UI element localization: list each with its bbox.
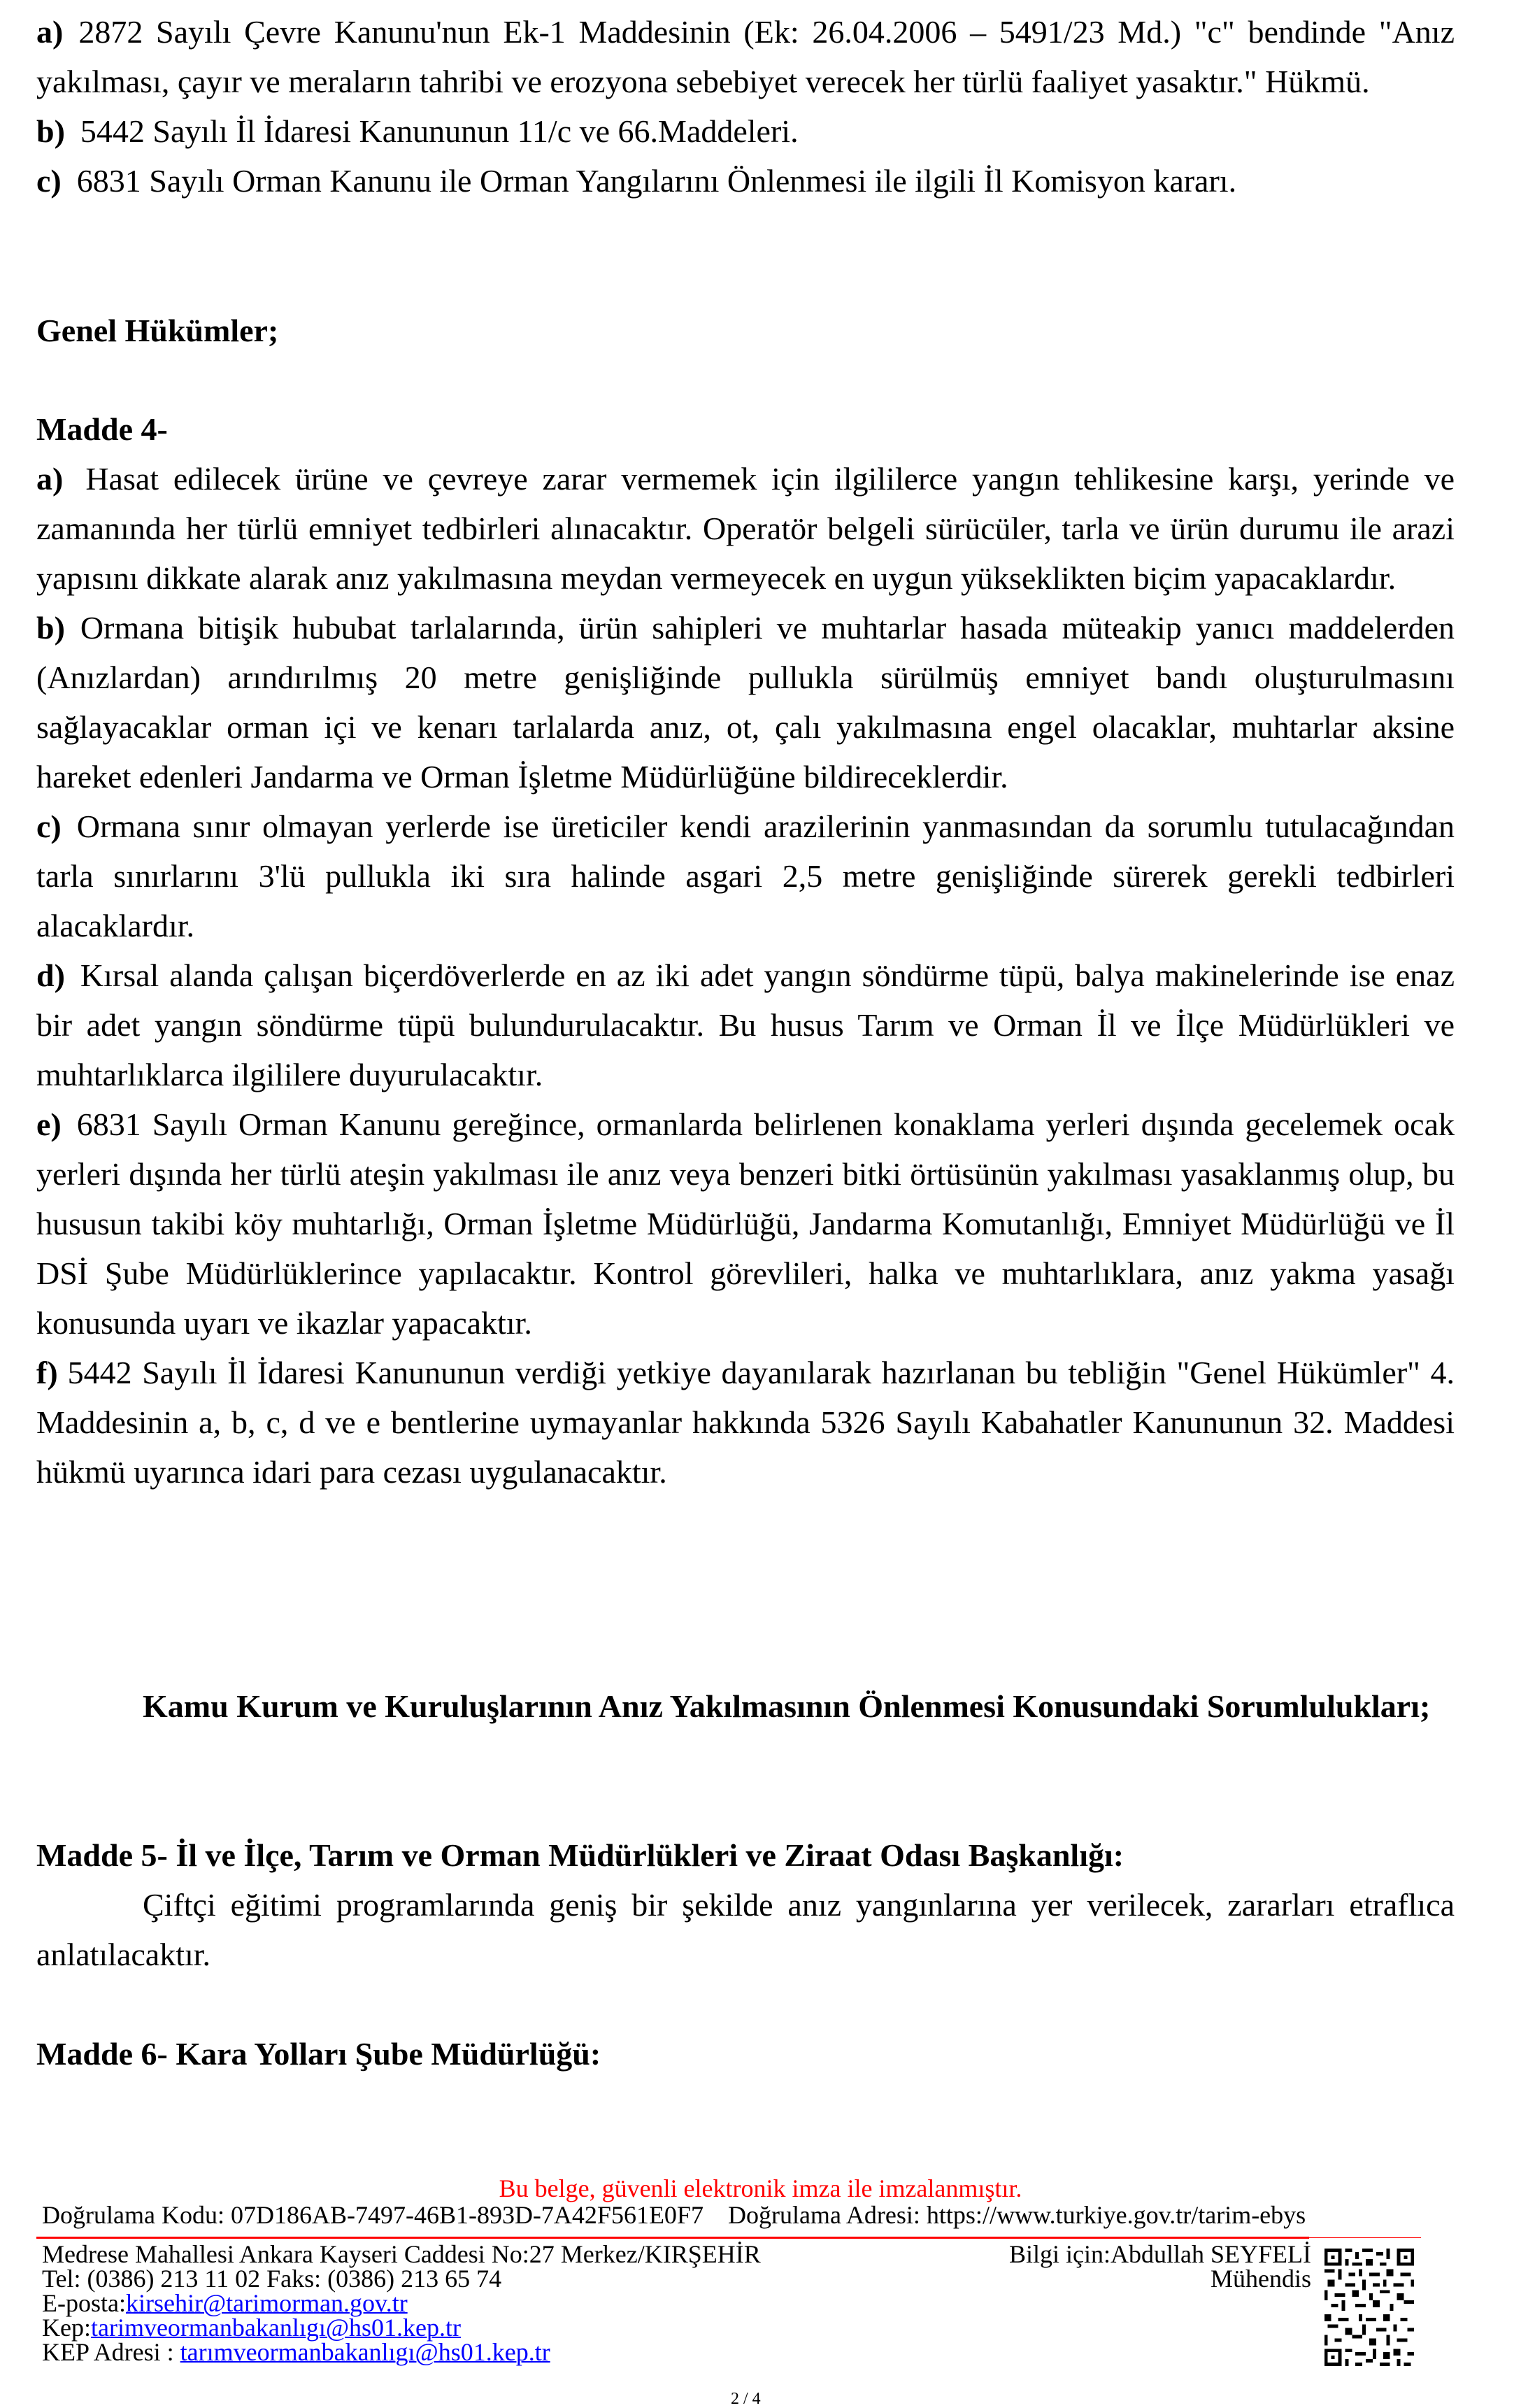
item-label: c) [36, 808, 62, 844]
item-text: Ormana bitişik hububat tarlalarında, ürün sahipleri ve muhtarlar hasada müteakip yanıcı maddelerden (Anızlardan) arındırılmış 20 metre genişliğinde pullukla sürülmüş emniyet bandı oluşturulmasını sağlayacaklar orman içi ve kenarı tarlalarda anız, ot, çalı yakılmasına engel olacaklar, muhtarlar aksine hareket edenleri Jandarma ve Orman İşletme Müdürlüğüne bildireceklerdir. [36, 610, 1455, 795]
email-line [42, 2291, 951, 2316]
item-text: 2872 Sayılı Çevre Kanunu'nun Ek-1 Maddesinin (Ek: 26.04.2006 – 5491/23 Md.) "c" bendinde "Anız yakılması, çayır ve meraların tahribi ve erozyona sebebiyet verecek her türlü faaliyet yasaktır." Hükmü. [36, 14, 1455, 99]
article-6-title: Madde 6- Kara Yolları Şube Müdürlüğü: [36, 2036, 601, 2072]
item-text: Hasat edilecek ürüne ve çevreye zarar vermemek için ilgililerce yangın tehlikesine karşı, yerinde ve zamanında her türlü emniyet tedbirleri alınacaktır. Operatör belgeli sürücüler, tarla ve ürün durumu ile arazi yapısını dikkate alarak anız yakılmasına meydan vermeyecek en uygun yükseklikten biçim yapacaklardır. [36, 461, 1455, 596]
item-text: Kırsal alanda çalışan biçerdöverlerde en az iki adet yangın söndürme tüpü, balya makinelerinde ise enaz bir adet yangın söndürme tüpü bulundurulacaktır. Bu husus Tarım ve Orman İl ve İlçe Müdürlükleri ve muhtarlıklarca ilgililere duyurulacaktır. [36, 957, 1455, 1092]
item-label: b) [36, 610, 65, 646]
item-label: a) [36, 14, 64, 50]
item-label: b) [36, 113, 65, 149]
item-label: f) [36, 1355, 58, 1390]
verify-address-link[interactable]: https://www.turkiye.gov.tr/tarim-ebys [926, 2201, 1306, 2229]
item-text: 5442 Sayılı İl İdaresi Kanununun 11/c ve 66.Maddeleri. [80, 113, 799, 149]
item-text: 5442 Sayılı İl İdaresi Kanununun verdiği yetkiye dayanılarak hazırlanan bu tebliğin "Genel Hükümler" 4. Maddesinin a, b, c, d ve e bentlerine uymayanlar hakkında 5326 Sayılı Kabahatler Kanununun 32. Maddesi hükmü uyarınca idari para cezası uygulanacaktır. [36, 1355, 1455, 1490]
verification-line [42, 2200, 1441, 2230]
footer-divider-tail [1309, 2237, 1421, 2238]
qr-code-icon [1324, 2249, 1415, 2366]
item-text: 6831 Sayılı Orman Kanunu ile Orman Yangılarını Önlenmesi ile ilgili İl Komisyon kararı. [76, 163, 1237, 199]
email-link[interactable]: kirsehir@tarimorman.gov.tr [125, 2289, 408, 2317]
article-5-title: Madde 5- İl ve İlçe, Tarım ve Orman Müdürlükleri ve Ziraat Odası Başkanlığı: [36, 1837, 1124, 1873]
verify-address-label: Doğrulama Adresi: [727, 2201, 920, 2229]
article-4-title: Madde 4- [36, 411, 168, 447]
verify-code-label: Doğrulama Kodu: [42, 2201, 224, 2229]
kep-line [42, 2316, 951, 2340]
kep-link[interactable]: tarimveormanbakanlıgı@hs01.kep.tr [90, 2314, 461, 2342]
email-label: E-posta: [42, 2289, 126, 2317]
item-text: Ormana sınır olmayan yerlerde ise üreticiler kendi arazilerinin yanmasından da sorumlu tutulacağından tarla sınırlarını 3'lü pullukla iki sıra halinde asgari 2,5 metre genişliğinde sürerek gerekli tedbirleri alacaklardır. [36, 808, 1455, 943]
article-4-items [36, 454, 1455, 1497]
section-heading-responsibilities: Kamu Kurum ve Kuruluşlarının Anız Yakılmasının Önlenmesi Konusundaki Sorumlulukları; [143, 1688, 1431, 1724]
item-label: d) [36, 957, 65, 993]
item-text: 6831 Sayılı Orman Kanunu gereğince, ormanlarda belirlenen konaklama yerleri dışında gecelemek ocak yerleri dışında her türlü ateşin yakılması ile anız veya benzeri bitki örtüsünün yakılması yasaklanmış olup, bu hususun takibi köy muhtarlığı, Orman İşletme Müdürlüğü, Jandarma Komutanlığı, Emniyet Müdürlüğü ve İl DSİ Şube Müdürlüklerince yapılacaktır. Kontrol görevlileri, halka ve muhtarlıklara, anız yakma yasağı konusunda uyarı ve ikazlar yapacaktır. [36, 1106, 1455, 1341]
legal-basis-list [36, 7, 1455, 206]
kep-address-label: KEP Adresi : [42, 2338, 180, 2366]
page-number: 2 / 4 [731, 2390, 761, 2408]
esign-notice: Bu belge, güvenli elektronik imza ile imzalanmıştır. [499, 2174, 1022, 2202]
article-4-item-d [36, 950, 1455, 1099]
contact-block [42, 2242, 951, 2365]
item-label: a) [36, 461, 64, 497]
legal-basis-item-b [36, 106, 1455, 156]
article-4-item-f [36, 1348, 1455, 1497]
article-4-item-e [36, 1099, 1455, 1348]
item-label: e) [36, 1106, 62, 1142]
article-5-text: Çiftçi eğitimi programlarında geniş bir şekilde anız yangınlarına yer verilecek, zararları etraflıca anlatılacaktır. [36, 1887, 1455, 1972]
legal-basis-item-a [36, 7, 1455, 106]
address: Medrese Mahallesi Ankara Kayseri Caddesi No:27 Merkez/KIRŞEHİR [42, 2240, 761, 2268]
kep-address-link[interactable]: tarımveormanbakanlıgı@hs01.kep.tr [180, 2338, 550, 2366]
footer-divider [36, 2237, 1309, 2239]
article-4-item-b [36, 603, 1455, 802]
section-heading-general-provisions: Genel Hükümler; [36, 313, 279, 348]
contact-title: Mühendis [1211, 2265, 1311, 2293]
legal-basis-item-c [36, 156, 1455, 206]
contact-name: Bilgi için:Abdullah SEYFELİ [1009, 2240, 1311, 2268]
article-4-item-c [36, 802, 1455, 950]
article-4-item-a [36, 454, 1455, 603]
contact-person [1009, 2242, 1311, 2291]
phone-fax: Tel: (0386) 213 11 02 Faks: (0386) 213 65 74 [42, 2265, 502, 2293]
kep-address-line [42, 2340, 951, 2365]
verify-code: 07D186AB-7497-46B1-893D-7A42F561E0F7 [230, 2201, 704, 2229]
kep-label: Kep: [42, 2314, 91, 2342]
item-label: c) [36, 163, 62, 199]
